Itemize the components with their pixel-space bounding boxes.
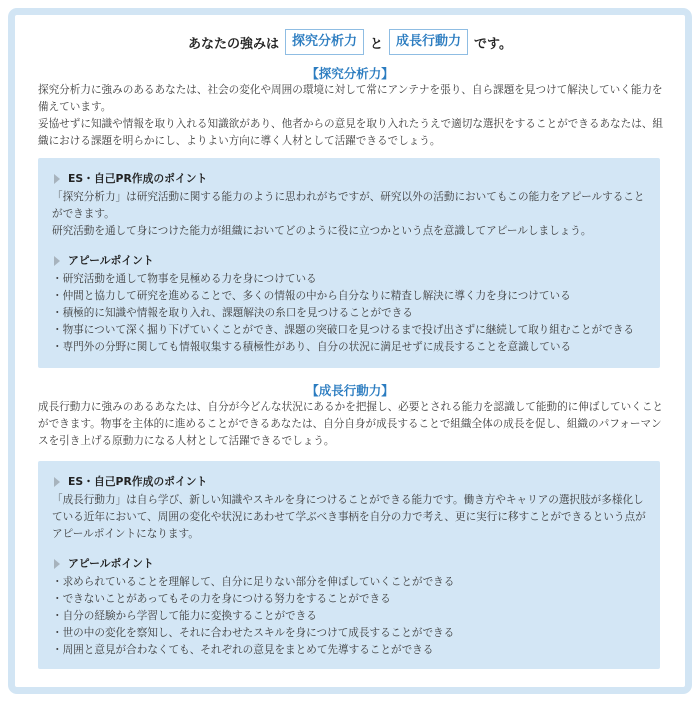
es-point-heading	[52, 473, 646, 490]
list-item: ・ できないことがあってもその力を身につける努力をすることができる	[52, 591, 646, 608]
list-item: ・ 仲間と協力して研究を進めることで、多くの情報の中から自分なりに精査し解決に導く力を身につけている	[52, 288, 646, 305]
triangle-marker-icon	[54, 477, 60, 487]
advice-panel-tankyu	[38, 158, 660, 368]
list-item: ・ 自分の経験から学習して能力に変換することができる	[52, 608, 646, 625]
triangle-marker-icon	[54, 559, 60, 569]
appeal-heading-label: アピールポイント	[68, 254, 154, 267]
es-point-paragraph: 「成長行動力」は自ら学び、新しい知識やスキルを身につけることができる能力です。働き方やキャリアの選択肢が多様化している近年において、周囲の変化や状況にあわせて学ぶべき事柄を自分の力で考え、更に実行に移すことができるという点がアピールポイントになります。	[52, 494, 646, 540]
section-description-seicho	[38, 399, 664, 450]
headline-suffix: です。	[474, 36, 513, 52]
description-paragraph: 成長行動力に強みのあるあなたは、自分が今どんな状況にあるかを把握し、必要とされる能力を認識して能動的に伸ばしていくことができます。物事を主体的に進めることができるあなたは、自分自身が成長することで組織全体の成長を促し、組織のパフォーマンスを引き上げる原動力になる人材として活躍できるでしょう。	[38, 401, 664, 447]
description-paragraph: 妥協せずに知識や情報を取り入れる知識欲があり、他者からの意見を取り入れたうえで適切な選択をすることができるあなたは、組織における課題を明らかにし、よりよい方向に導く人材として活躍できるでしょう。	[38, 118, 664, 147]
es-point-heading	[52, 170, 646, 187]
strengths-headline	[0, 29, 700, 55]
es-point-text	[52, 492, 646, 543]
headline-connector: と	[370, 36, 384, 52]
triangle-marker-icon	[54, 256, 60, 266]
description-paragraph: 探究分析力に強みのあるあなたは、社会の変化や周囲の環境に対して常にアンテナを張り、自ら課題を見つけて解決していく能力を備えています。	[38, 84, 663, 113]
section-description-tankyu	[38, 82, 664, 150]
list-item: ・ 物事について深く掘り下げていくことができ、課題の突破口を見つけるまで投げ出さずに継続して取り組むことができる	[52, 322, 646, 339]
section-title-tankyu: 【探究分析力】	[306, 66, 394, 81]
es-point-heading-label: ES・自己PR作成のポイント	[68, 475, 208, 488]
appeal-list	[52, 271, 646, 356]
es-point-text	[52, 189, 646, 240]
list-item: ・ 研究活動を通して物事を見極める力を身につけている	[52, 271, 646, 288]
advice-panel-seicho	[38, 461, 660, 669]
list-item: ・ 積極的に知識や情報を取り入れ、課題解決の糸口を見つけることができる	[52, 305, 646, 322]
triangle-marker-icon	[54, 174, 60, 184]
strength-badge-2: 成長行動力	[389, 29, 468, 55]
list-item: ・ 専門外の分野に関しても情報収集する積極性があり、自分の状況に満足せずに成長することを意識している	[52, 339, 646, 356]
es-point-heading-label: ES・自己PR作成のポイント	[68, 172, 208, 185]
list-item: ・ 周囲と意見が合わなくても、それぞれの意見をまとめて先導することができる	[52, 642, 646, 659]
es-point-paragraph: 「探究分析力」は研究活動に関する能力のように思われがちですが、研究以外の活動においてもこの能力をアピールすることができます。	[52, 191, 645, 220]
appeal-list	[52, 574, 646, 659]
strength-badge-1: 探究分析力	[285, 29, 364, 55]
list-item: ・ 世の中の変化を察知し、それに合わせたスキルを身につけて成長することができる	[52, 625, 646, 642]
es-point-paragraph: 研究活動を通して身につけた能力が組織においてどのように役に立つかという点を意識してアピールしましょう。	[52, 225, 592, 237]
list-item: ・ 求められていることを理解して、自分に足りない部分を伸ばしていくことができる	[52, 574, 646, 591]
headline-prefix: あなたの強みは	[187, 36, 279, 52]
appeal-heading	[52, 555, 646, 572]
appeal-heading	[52, 252, 646, 269]
section-title-seicho: 【成長行動力】	[306, 383, 394, 398]
appeal-heading-label: アピールポイント	[68, 557, 154, 570]
